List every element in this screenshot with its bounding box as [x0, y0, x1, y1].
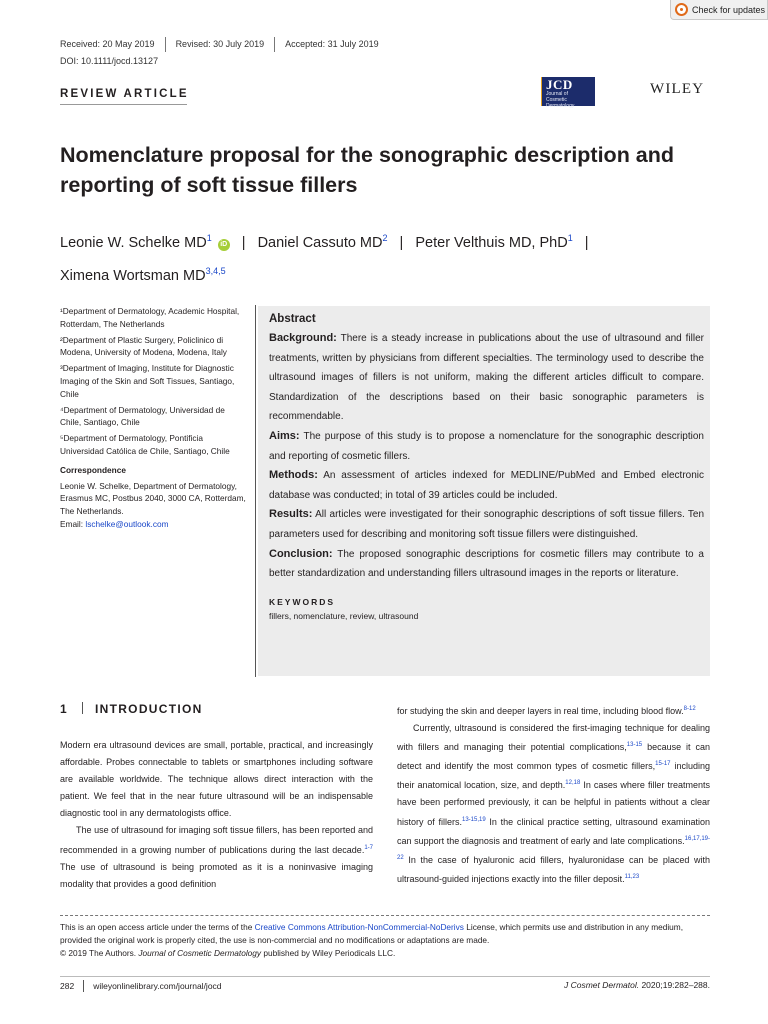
background-text: There is a steady increase in publications about the use of ultrasound and filler treatments, written by physicians from different specialties. The terminology used to describe the ultrasound images of fillers is not uniform, making the different articles difficult to compare. Standardization of the descriptions based on their basic sonographic parameters is recommendable.	[269, 333, 704, 423]
footer-divider	[60, 976, 710, 977]
paragraph-text: for studying the skin and deeper layers in real time, including blood flow.	[397, 706, 684, 716]
affiliation: ¹Department of Dermatology, Academic Hospital, Rotterdam, The Netherlands	[60, 306, 240, 329]
methods-label: Methods:	[269, 469, 318, 482]
doi[interactable]: DOI: 10.1111/jocd.13127	[60, 56, 159, 66]
conclusion-text: The proposed sonographic descriptions for cosmetic fillers may contribute to a better standardization and understanding fillers ultrasound images in the reports or literature.	[269, 548, 704, 580]
citation	[564, 980, 710, 990]
citation-journal: J Cosmet Dermatol.	[563, 980, 640, 990]
aims-label: Aims:	[269, 429, 300, 442]
affiliation: ⁴Department of Dermatology, Universidad de Chile, Santiago, Chile	[60, 404, 225, 428]
revised-date: Revised: 30 July 2019	[175, 39, 265, 49]
citation-link[interactable]: 16,17,19-22	[397, 835, 710, 861]
abstract-box	[258, 306, 710, 676]
footer-left	[60, 980, 222, 992]
author-name[interactable]: Peter Velthuis MD, PhD	[415, 235, 568, 251]
section-divider	[82, 702, 83, 714]
paragraph-text: In the clinical practice setting, ultrasound examination can support the diagnosis and treatment of early and late complications.	[397, 816, 710, 846]
copyright-text: © 2019 The Authors.	[60, 947, 139, 958]
results-text: All articles were investigated for their sonographic descriptions of soft tissue fillers. Ten parameters used for describing and monitoring soft tissue fillers were distinguished.	[269, 509, 704, 540]
copyright-journal: Journal of Cosmetic Dermatology	[138, 947, 262, 958]
affiliation: ²Department of Plastic Surgery, Policlinico di Modena, University of Modena, Modena, Italy	[60, 334, 227, 358]
journal-logo-line1: Journal of	[546, 91, 568, 97]
copyright-text: published by Wiley Periodicals LLC.	[261, 947, 396, 958]
author-name[interactable]: Ximena Wortsman MD	[60, 268, 206, 284]
paragraph	[397, 720, 710, 888]
body-column-left	[60, 737, 373, 893]
section-title: INTRODUCTION	[94, 702, 203, 716]
correspondence-address: Leonie W. Schelke, Department of Dermatology, Erasmus MC, Postbus 2040, 3000 CA, Rotterdam, The Netherlands.	[60, 480, 246, 517]
paragraph-text: The use of ultrasound is being promoted as it is a noninvasive imaging modality that provides a good definition	[60, 861, 373, 889]
author-separator: |	[399, 235, 404, 251]
author-affiliation-ref[interactable]: 2	[382, 233, 388, 243]
license-divider	[60, 915, 710, 916]
paragraph-text: In the case of hyaluronic acid fillers, hyaluronidase can be placed with ultrasound-guided injections exactly into the filler deposit.	[397, 854, 710, 884]
orcid-icon[interactable]: iD	[218, 239, 230, 251]
paragraph-text: In cases where filler treatments have been performed previously, it can be helpful in patients without a clear history of fillers.	[397, 780, 710, 827]
page-number: 282	[60, 981, 75, 991]
email-label: Email:	[60, 518, 86, 529]
abstract-text	[269, 329, 704, 584]
journal-logo-line2: Cosmetic Dermatology	[546, 97, 575, 109]
section-heading	[60, 702, 203, 716]
keywords: fillers, nomenclature, review, ultrasound	[269, 610, 419, 621]
author-affiliation-ref[interactable]: 1	[206, 233, 212, 243]
article-dates	[60, 36, 379, 52]
article-type-underline	[60, 104, 187, 105]
check-updates-label: Check for updates	[692, 4, 766, 15]
author-name[interactable]: Daniel Cassuto MD	[257, 235, 383, 251]
paragraph-text: because it can detect and identify the most common types of cosmetic fillers,	[397, 742, 710, 772]
abstract-heading: Abstract	[269, 313, 316, 325]
background-label: Background:	[269, 332, 337, 344]
abstract-divider	[255, 305, 256, 677]
paragraph	[60, 822, 373, 892]
correspondence-block	[60, 480, 246, 531]
license-link[interactable]: Creative Commons Attribution-NonCommercial-NoDerivs	[254, 922, 464, 932]
affiliation: ³Department of Imaging, Institute for Diagnostic Imaging of the Skin and Soft Tissues, Santiago, Chile	[60, 363, 235, 399]
footer-separator	[83, 980, 84, 992]
publisher-logo: WILEY	[650, 81, 705, 97]
affiliation: ⁵Department of Dermatology, Pontificia Universidad Católica de Chile, Santiago, Chile	[60, 433, 230, 456]
keywords-heading: KEYWORDS	[269, 596, 336, 607]
check-updates-icon	[675, 3, 688, 16]
accepted-date: Accepted: 31 July 2019	[285, 39, 379, 49]
author-separator: |	[584, 235, 589, 251]
citation-link[interactable]: 13-15	[626, 742, 643, 749]
citation-link[interactable]: 15-17	[655, 761, 671, 768]
author-list	[60, 224, 710, 290]
paragraph	[397, 701, 710, 720]
journal-url[interactable]: wileyonlinelibrary.com/journal/jocd	[93, 981, 222, 991]
citation-link[interactable]: 1-7	[364, 844, 373, 851]
author-affiliation-ref[interactable]: 3,4,5	[205, 266, 226, 276]
paragraph: Modern era ultrasound devices are small, portable, practical, and increasingly affordable. Probes connectable to tablets or smartphones including software are available worldwide. The technique allows direct interaction with the patient. We feel that in the near future ultrasound will be an indispensable diagnostic tool in any dermatologists office.	[60, 740, 373, 819]
conclusion-label: Conclusion:	[269, 547, 333, 560]
citation-link[interactable]: 8-12	[683, 706, 696, 712]
article-title: Nomenclature proposal for the sonographic description and reporting of soft tissue fillers	[60, 143, 675, 197]
journal-logo	[542, 77, 595, 109]
results-label: Results:	[269, 508, 313, 521]
section-number: 1	[60, 702, 68, 716]
paragraph-text: The use of ultrasound for imaging soft tissue fillers, has been reported and recommended in a growing number of publications during the last decade.	[60, 825, 373, 855]
received-date: Received: 20 May 2019	[60, 39, 155, 49]
methods-text: An assessment of articles indexed for MEDLINE/PubMed and Embed electronic database was conducted; in total of 39 articles could be included.	[269, 470, 704, 501]
journal-logo-abbrev: JCD	[546, 77, 573, 92]
citation-details: 2020;19:282–288.	[639, 980, 710, 990]
check-for-updates-button[interactable]	[670, 0, 768, 20]
paragraph-text: including their anatomical location, size, and depth.	[397, 761, 710, 791]
citation-link[interactable]: 11,23	[624, 873, 640, 880]
article-type: REVIEW ARTICLE	[60, 88, 189, 100]
author-separator: |	[241, 235, 246, 251]
aims-text: The purpose of this study is to propose a nomenclature for the sonographic description and reporting of cosmetic fillers.	[269, 430, 704, 462]
affiliations	[60, 305, 246, 534]
paragraph-text: Currently, ultrasound is considered the first-imaging technique for dealing with fillers and managing their potential complications,	[397, 723, 710, 753]
author-affiliation-ref[interactable]: 1	[567, 233, 573, 243]
license-text: License, which permits use and distribution in any medium, provided the original work is properly cited, the use is non-commercial and no modifications or adaptations are made.	[60, 922, 684, 945]
author-name[interactable]: Leonie W. Schelke MD	[60, 235, 207, 251]
body-column-right	[397, 701, 710, 888]
license-text: This is an open access article under the terms of the	[60, 922, 255, 932]
divider	[274, 37, 275, 52]
citation-link[interactable]: 12,18	[565, 780, 581, 787]
correspondence-heading: Correspondence	[60, 464, 126, 475]
citation-link[interactable]: 13-15,19	[462, 816, 486, 823]
divider	[165, 37, 166, 52]
license-notice	[60, 921, 710, 959]
email-link[interactable]: lschelke@outlook.com	[85, 518, 169, 529]
